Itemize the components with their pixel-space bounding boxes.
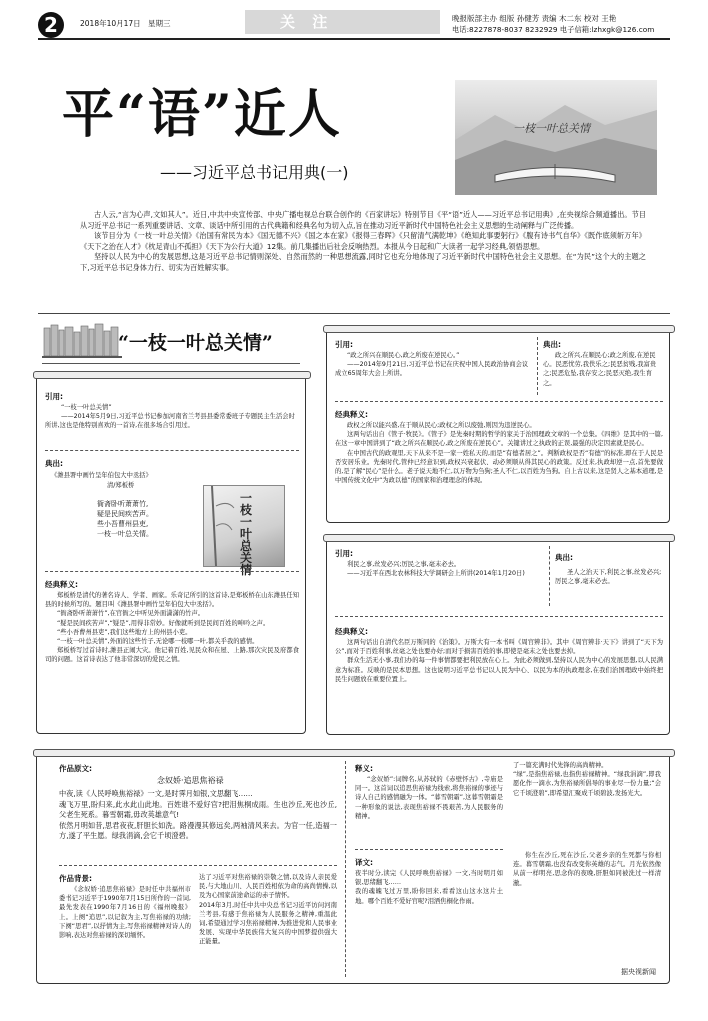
quote-source: ——2014年9月21日,习近平总书记在庆祝中国人民政治协商会议成立65周年大会上所讲。 [335, 361, 529, 378]
poem-title: 念奴娇·追思焦裕禄 [157, 776, 224, 785]
background-text-2: 达了习近平对焦裕禄的崇敬之情,以及诗人亲民爱民,与大地山川、人民百姓相依为命的高尚情操,以及为心国家前途命运的赤子情怀。 2014年3月,时任中共中央总书记习近平访问河南兰考县,有感于焦裕禄为人民服务之精神,重温此词,希望通过学习焦裕禄精神,为推进党和人民事业发展、实现中华民族伟大复兴的中国梦提供强大正能量。 [199, 874, 337, 946]
quote-text [335, 351, 530, 379]
quote-text [335, 560, 545, 578]
banner-caption: 一枝一叶总关情 [513, 122, 590, 135]
intro-text [80, 210, 646, 273]
credit: 据央视新闻 [621, 968, 656, 976]
book-cover-image [203, 485, 285, 577]
poem-text: 中夜,读《人民呼唤焦裕禄》一文,是时霁月如银,文思翻飞…… 魂飞万里,盼归来,此水此山此地。百姓谁不爱好官?把泪焦桐成雨。生也沙丘,死也沙丘,父老生死系。暮雪朝霜,毋改英雄意气! 依然月明如昔,思君夜夜,肝胆长如洗。路漫漫其修远矣,两袖清风来去。为官一任,造福一方,遂了平生愿。绿我涓滴,会它千顷澄碧。 [59, 789, 337, 840]
quote-label: 引用: [45, 392, 63, 401]
poem-line: 一枝一叶总关情。 [97, 530, 153, 538]
translation-label: 译文: [355, 858, 373, 867]
section-title-rule [42, 363, 300, 364]
right-quote-box-2 [326, 537, 670, 735]
poem-line: 疑是民间疾苦声。 [97, 510, 153, 518]
quote-title: “一枝一叶总关情” [61, 404, 112, 411]
scroll-icon [33, 371, 311, 379]
source-text: 政之所兴,在顺民心;政之所废,在逆民心。民恶忧劳,我佚乐之;民恶贫贱,我富贵之;民恶危坠,我存安之;民恶灭绝,我生育之。 [543, 352, 657, 387]
weekday: 星期三 [148, 19, 171, 28]
interp-label: 释义: [355, 764, 373, 773]
source-text: 圣人之治天下,利民之事,丝发必兴;厉民之事,毫末必去。 [555, 569, 662, 586]
original-label: 作品原文: [59, 764, 92, 773]
interp-paragraph: “些小吾曹州县吏”,我们这些地方上的州县小吏。 [57, 628, 192, 636]
poem [97, 499, 153, 539]
interp-paragraph: 群众生活无小事,我们办的每一件事情都要把利民放在心上。为此必须做到,坚持以人民为中心的发展思想,以人民满意为标准。反映的是民本思想。这也说明习近平总书记以人民为中心、以民为本的执政理念,在我们治国理政中始终把民生问题放在重要位置上。 [335, 657, 663, 683]
mountain-book-icon [455, 80, 657, 195]
source-title: 《潍县署中画竹呈年伯包大中丞括》 [51, 472, 152, 479]
page-number-badge: 2 [38, 12, 64, 38]
interp-paragraph: 郑板桥写过首诗时,潍县正闹大灾。他记着百姓,见民众和在屋、上路,那次灾民及府都食司的问题。这首诗表达了他非常深切的爱民之情。 [45, 647, 299, 664]
section-name: 关 注 [280, 13, 334, 31]
intro-paragraph-2: 该节目分为《一枝一叶总关情》《治国有常民为本》《国无德不兴》《国之本在家》《报得三春晖》《只留清气满乾坤》《绝知此事要躬行》《腹有诗书气自华》《既作底须斩万年》《天下之治在人才》《枕足青山不孤担》《天下为公行大道》12集。前几集播出后社会反响热烈。本报从今日起和广大读者一起学习经典,领悟思想。 [80, 231, 646, 251]
section-tab [245, 10, 440, 34]
header [0, 0, 708, 40]
source-label: 典出: [555, 553, 573, 562]
interp-paragraph: 在中国古代的政观里,天下从来不是一家一姓私天的,而是“有德者居之”。判断政权是否“有德”的标准,即在于人民是否安居乐业。先秦时代,管仲已经意识到,政权兴衰起伏、动必须顺从得其民心的政策。反过来,执政却逆一点,首先要做的,是了解“民心”是什么。老子说天地不仁,以万物为刍狗;圣人不仁,以百姓为刍狗。自上古以来,这是贤人之基本道理,是中国传统文化中“为政以德”的国家和治理理念的体现。 [335, 449, 663, 485]
interp-paragraph: “疑是民间疾苦声”,“疑是”,用得非常妙。好像就听到是民间百姓的呻吟之声。 [57, 619, 270, 627]
interp-paragraph: “一枝一叶总关情”,外面的这些竹子,无论哪一枝哪一叶,都关乎我的感情。 [57, 638, 259, 646]
interp-label: 经典释义: [335, 410, 368, 419]
quote: “政之所兴在顺民心,政之所废在逆民心。” [347, 352, 460, 359]
quote-label: 引用: [335, 340, 353, 349]
date: 2018年10月17日 [80, 19, 141, 28]
interp-paragraph: 郑板桥是清代的著名诗人、学者、画家。乐奇记所引的这首诗,是郑板桥在山东潍县任知县的时候所写的。题目叫《潍县署中画竹呈年伯包大中丞括》。 [45, 592, 299, 609]
intro-paragraph-1: 古人云,“言为心声,文如其人”。近日,中共中央宣传部、中央广播电视总台联合创作的《百家讲坛》特别节目《平“语”近人——习近平总书记用典》,在央视综合频道播出。节目从习近平总书记一系列重要讲话、文章、谈话中所引用的古代典籍和经典名句为切入点,旨在推动习近平新时代中国特色社会主义思想的生动阐释与广泛传播。 [80, 210, 646, 230]
interp-paragraph: 这两句话出自《管子·牧民》。《管子》是先秦时期的哲学的家关于治国理政文章的一个总集。《四维》是其中的一篇,在这一章中国讲到了“政之所兴在顺民心,政之所废在逆民心”。关键讲过之执政的正误,最强的决定因素就是民心。 [335, 431, 663, 448]
interp-paragraph: 政权之所以能兴盛,在于顺从民心;政权之所以废弛,则因为违逆民心。 [347, 422, 536, 429]
book-cover-title: 一枝一叶总关情 [240, 491, 253, 577]
interp-label: 经典释义: [45, 580, 78, 589]
title-banner-image [455, 80, 657, 195]
interp-text: “念奴娇”:词牌名,从苏轼的《赤壁怀古》,寺庙是同一。这首词以追思焦裕禄为线索,将焦裕禄的事迹与诗人自己的感情融为一体。“暮雪朝霜”,这暮雪朝霜是一种形象的说法,表现焦裕禄不畏艰苦,为人民服务的精神。 [355, 776, 503, 820]
poem-line: 衙斋卧听萧萧竹, [97, 500, 149, 508]
bookshelf-icon [42, 322, 122, 358]
quote: 利民之事,丝发必兴;厉民之事,毫末必去。 [347, 561, 461, 568]
quote-source: ——习近平在西北农林科技大学调研会上所讲(2014年1月20日) [347, 570, 525, 578]
interp-text [335, 421, 663, 485]
interp-text-2: 了一篇充满时代先锋的高尚精神。 “绿”,是指焦裕禄,也指焦裕禄精神。“绿我涓滴”,即我愿化作一滴水,为焦裕禄所倡导的事业尽一份力量;“会它千顷澄碧”,即希望汇聚成千顷碧波,发扬光大。 [513, 762, 661, 797]
quote-source: ——2014年5月9日,习近平总书记参加河南省兰考县县委常委班子专题民主生活会时所讲,这也是他特别喜欢的一首诗,在很多场合引用过。 [45, 413, 295, 430]
intro-rule [38, 313, 670, 314]
scroll-icon [323, 325, 675, 333]
background-label: 作品背景: [59, 874, 92, 883]
right-quote-box-1 [326, 328, 670, 523]
subtitle: ——习近平总书记用典(一) [160, 163, 349, 182]
left-quote-box [36, 374, 306, 734]
intro-paragraph-3: 坚持以人民为中心的发展思想,这是习近平总书记情则深处、自然而然的一种思想流露,同时它也充分地体现了习近平新时代中国特色社会主义思想。在“为民”这个大的主题之下,习近平总书记身体力行、切实为百姓解实事。 [80, 252, 646, 272]
interp-text [335, 638, 663, 684]
translation-text: 夜半时分,读完《人民呼唤焦裕禄》一文,当时明月如银,思绪翻飞…… 我的魂魄飞过万里,盼你回来,看看这山这水这片土地。哪个百姓不爱好官呢?泪洒焦桐化作雨。 [355, 870, 503, 905]
interp-paragraph: 这两句话出自清代名臣万斯同的《治策》。万斯大有一本书叫《周官辨非》。其中《周官辨非·天下》讲到了“天下为公”,而对于百姓利事,丝毫之处也要办好;而对于损害百姓的事,即使是毫末之处也要去掉。 [335, 639, 663, 656]
source-label: 典出: [45, 459, 63, 468]
interp-label: 经典释义: [335, 627, 368, 636]
scroll-icon [323, 534, 675, 542]
contact-line: 电话:8227878-8037 8232929 电子信箱:lzhxgk@126.com [452, 25, 655, 34]
interp-text [45, 591, 299, 665]
interp-paragraph: “衙斋卧听萧萧竹”,在官衙之中听见外面潇潇的竹声。 [57, 610, 205, 618]
poem-box [36, 752, 670, 984]
poem-line: 些小吾曹州县吏, [97, 520, 149, 528]
quote-label: 引用: [335, 549, 353, 558]
section-title: “一枝一叶总关情” [118, 332, 273, 354]
source-author: 清/郑板桥 [107, 482, 135, 489]
header-rule [38, 38, 670, 40]
scroll-icon [33, 749, 675, 757]
background-text-1: 《念奴娇·追思焦裕禄》是时任中共福州市委书记习近平于1990年7月15日所作的一首词,最先发表在1990年7月16日的《福州晚报》上。上阕“追思”,以记叙为主,写焦裕禄的功绩;下阕“思君”,以抒情为主,写焦裕禄精神对诗人的影响,表达对焦裕禄的深切缅怀。 [59, 886, 191, 940]
main-title: 平“语”近人 [62, 84, 342, 145]
source-label: 典出: [543, 340, 561, 349]
editors-line: 晚报版部主办 组版 孙健芳 责编 木二东 校对 王艳 [452, 14, 617, 23]
translation-text-2: 你生在沙丘,死在沙丘,父老乡亲的生死都与你相连。暮雪朝霜,也没有改变你英雄的志气。月光依然像从前一样明亮,思念你的夜晚,肝胆如同被洗过一样清澈。 [513, 852, 661, 887]
